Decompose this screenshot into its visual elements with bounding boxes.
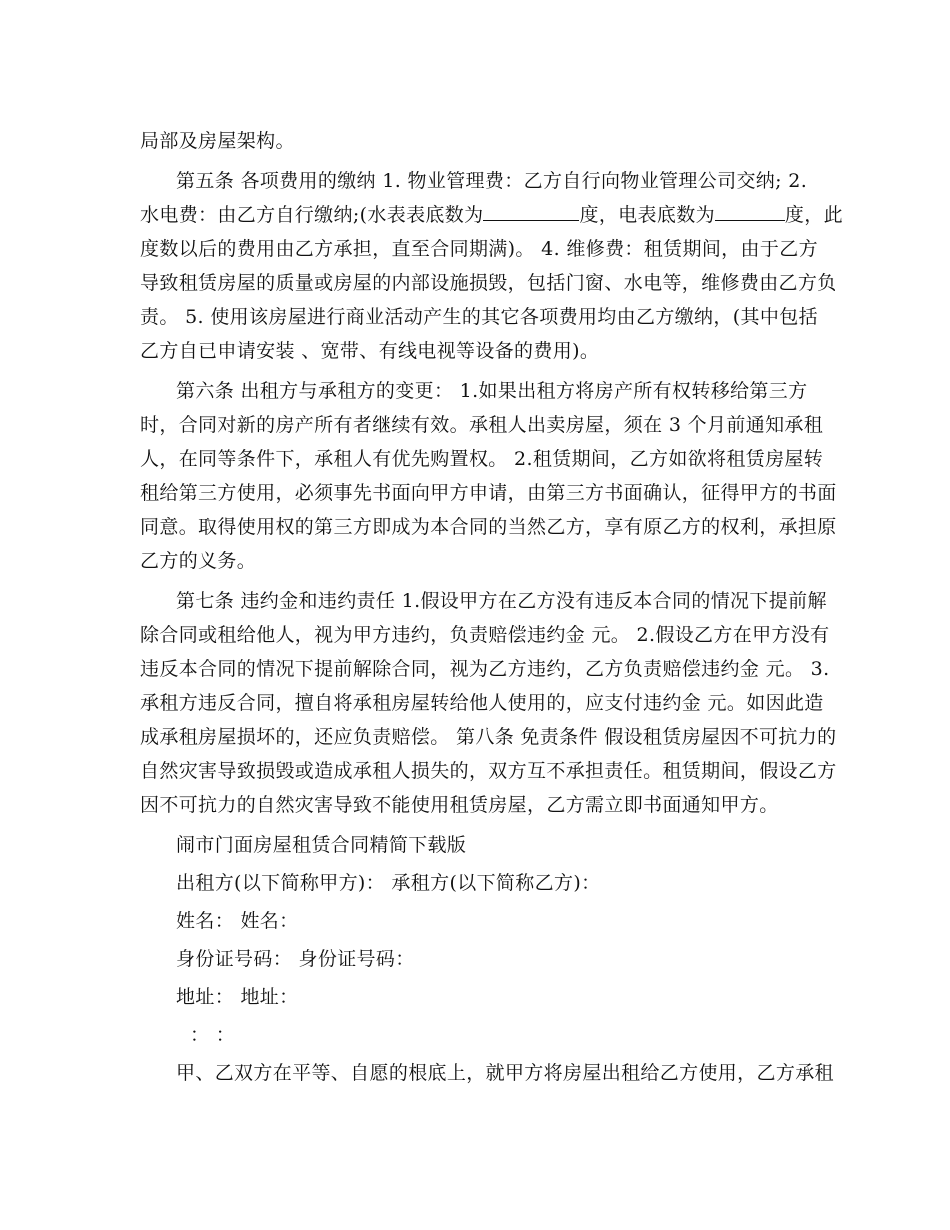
article5-line5: 责。 5. 使用该房屋进行商业活动产生的其它各项费用均由乙方缴纳，(其中包括 [140,306,818,328]
article6-line6: 乙方的义务。 [140,550,257,572]
electric-meter-blank [715,202,785,221]
blank-fields-line: ： ： [190,1024,236,1046]
article5-line1: 第五条 各项费用的缴纳 1. 物业管理费：乙方自行向物业管理公司交纳; 2. [176,170,808,192]
article7-line3: 违反本合同的情况下提前解除合同，视为乙方违约，乙方负责赔偿违约金 元。 3. [140,658,830,680]
article5-line2-a: 水电费：由乙方自行缴纳;(水表表底数为 [140,204,484,226]
intro-line: 甲、乙双方在平等、自愿的根底上，就甲方将房屋出租给乙方使用，乙方承租 [176,1062,834,1084]
article5-line2-b: 度，电表底数为 [579,204,715,226]
article5-line2 [140,202,843,228]
article6-line4: 租给第三方使用，必须事先书面向甲方申请，由第三方书面确认，征得甲方的书面 [140,482,837,504]
article6-line5: 同意。取得使用权的第三方即成为本合同的当然乙方，享有原乙方的权利，承担原 [140,516,837,538]
article7-line4: 承租方违反合同，擅自将承租房屋转给他人使用的，应支付违约金 元。如因此造 [140,692,824,714]
article7-line2: 除合同或租给他人，视为甲方违约，负责赔偿违约金 元。 2.假设乙方在甲方没有 [140,624,830,646]
article6-line2: 时，合同对新的房产所有者继续有效。承租人出卖房屋，须在 3 个月前通知承租 [140,414,824,436]
water-meter-blank [483,202,579,221]
contract-title: 闹市门面房屋租赁合同精简下载版 [176,834,467,856]
article5-line6: 乙方自已申请安装 、宽带、有线电视等设备的费用)。 [140,340,600,362]
article6-line3: 人，在同等条件下，承租人有优先购置权。 2.租赁期间，乙方如欲将租赁房屋转 [140,448,824,470]
names-line: 姓名： 姓名： [176,910,299,932]
article7-line1: 第七条 违约金和违约责任 1.假设甲方在乙方没有违反本合同的情况下提前解 [176,590,827,612]
id-numbers-line: 身份证号码： 身份证号码： [176,948,415,970]
parties-line: 出租方(以下简称甲方)： 承租方(以下简称乙方)： [176,872,601,894]
article5-line2-c: 度，此 [784,204,843,226]
article5-line3: 度数以后的费用由乙方承担，直至合同期满)。 4. 维修费：租赁期间，由于乙方 [140,238,818,260]
article7-line5: 成承租房屋损坏的，还应负责赔偿。 第八条 免责条件 假设租赁房屋因不可抗力的 [140,726,837,748]
article7-line7: 因不可抗力的自然灾害导致不能使用租赁房屋，乙方需立即书面通知甲方。 [140,794,779,816]
address-line: 地址： 地址： [176,986,299,1008]
article5-line4: 导致租赁房屋的质量或房屋的内部设施损毁，包括门窗、水电等，维修费由乙方负 [140,272,837,294]
article6-line1: 第六条 出租方与承租方的变更： 1.如果出租方将房产所有权转移给第三方 [176,380,808,402]
article7-line6: 自然灾害导致损毁或造成承租人损失的，双方互不承担责任。租赁期间，假设乙方 [140,760,837,782]
continuation-line: 局部及房屋架构。 [140,130,295,152]
